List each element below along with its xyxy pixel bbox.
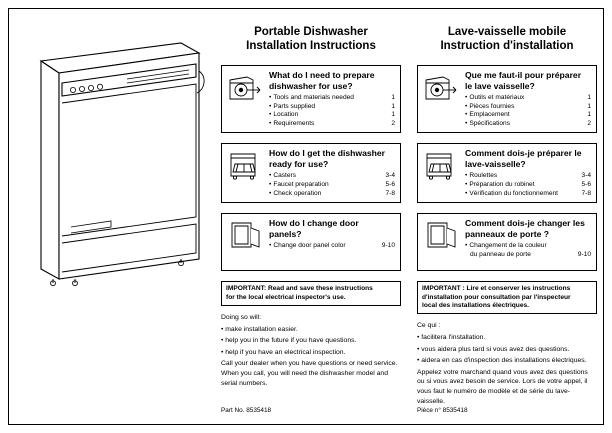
heading-line2: ready for use? [269,158,329,169]
french-body-text [417,321,597,406]
english-section-door-panels-list [269,242,395,251]
list-item: • Casters 3-4 [269,172,395,181]
body-closing: Call your dealer when you have questions or need service. When you call, you will need the dishwasher model and serial numbers. [221,360,398,387]
english-section-prepare [221,65,401,133]
heading-line2: dishwasher for use? [269,80,353,91]
french-section-ready [417,143,597,203]
important-line3: local des installations électriques. [422,301,530,309]
english-title-line2: Installation Instructions [246,40,376,52]
dishwasher-open-icon [423,150,459,180]
french-title-line1: Lave-vaisselle mobile [447,26,567,38]
french-part-number: Pièce n° 8535418 [417,407,468,414]
list-item: • Requirements 2 [269,120,395,129]
heading-line2: panneaux de porte ? [465,228,550,239]
english-section-prepare-list [269,94,395,128]
english-important-box [221,281,401,306]
english-section-door-panels [221,213,401,271]
english-body-text [221,313,401,388]
english-section-prepare-heading [269,70,395,91]
heading-line2: le lave vaisselle? [465,80,535,91]
list-item: du panneau de porte 9-10 [470,250,591,258]
body-closing: Appelez votre marchand quand vous avez des questions ou si vous avez besoin de service. Lors de votre appel, il vous faut le numéro de modèle et de série du lave-vaisselle. [417,368,588,405]
french-section-door-panels-list [465,242,591,259]
list-item: • Faucet preparation 5-6 [269,181,395,190]
list-item: • Location 1 [269,111,395,120]
body-bullet-2: • vous aidera plus tard si vous avez des questions. [417,345,570,353]
french-title-line2: Instruction d'installation [440,40,574,52]
heading-line2: lave-vaisselle? [465,158,526,169]
heading-line1: Que me faut-il pour préparer [465,70,582,80]
body-bullet-3: • aidera en cas d'inspection des installations électriques. [417,357,587,365]
list-item: • Emplacement 1 [465,111,591,120]
important-line1: IMPORTANT: Read and save these instructions [226,285,373,293]
english-section-ready [221,143,401,203]
list-item: • Vérification du fonctionnement 7-8 [465,190,591,199]
heading-line1: What do I need to prepare [269,70,375,80]
body-bullet-1: • make installation easier. [221,325,298,333]
english-section-ready-list [269,172,395,198]
door-panel-icon [227,220,263,250]
english-title-line1: Portable Dishwasher [254,26,368,38]
heading-line2: panels? [269,228,302,239]
body-bullet-1: • facilitera l'installation. [417,333,486,341]
english-part-number: Part No. 8535418 [221,407,272,414]
body-intro: Doing so will: [221,313,262,321]
heading-line1: Comment dois-je changer les [465,218,585,229]
english-section-door-panels-heading [269,218,395,239]
french-title [417,25,597,53]
heading-line1: Comment dois-je préparer le [465,148,582,159]
dishwasher-open-icon [227,150,263,180]
list-item: • Change door panel color 9-10 [269,242,395,251]
list-item: • Spécifications 2 [465,120,591,129]
french-section-ready-heading [465,148,591,169]
document-page [8,8,604,425]
list-item: • Roulettes 3-4 [465,172,591,181]
heading-line1: How do I change door [269,218,359,229]
list-item: • Pièces fournies 1 [465,103,591,112]
french-section-door-panels-heading [465,218,591,239]
french-important-box [417,281,597,314]
english-title [221,25,401,53]
body-bullet-3: • help if you have an electrical inspection. [221,348,346,356]
body-intro: Ce qui : [417,322,441,330]
french-section-prepare-list [465,94,591,128]
important-line1: IMPORTANT : Lire et conserver les instructions [422,285,571,293]
portable-dishwasher-illustration [31,31,206,286]
french-section-ready-list [465,172,591,198]
list-item: • Outils et matériaux 1 [465,94,591,103]
heading-line1: How do I get the dishwasher [269,148,386,159]
door-panel-icon [423,220,459,250]
french-section-prepare-heading [465,70,591,91]
english-column [221,25,401,394]
french-section-door-panels [417,213,597,271]
list-item: • Tools and materials needed 1 [269,94,395,103]
list-item: • Changement de la couleur [465,242,591,251]
list-item: • Préparation du robinet 5-6 [465,181,591,190]
dishwasher-tools-icon [227,72,263,102]
important-line2: for the local electrical inspector's use. [226,293,346,301]
list-item: • Parts supplied 1 [269,103,395,112]
important-line2: d'installation pour consultation par l'inspecteur [422,293,571,301]
english-section-ready-heading [269,148,395,169]
french-column [417,25,597,412]
list-item: • Check operation 7-8 [269,190,395,199]
french-section-prepare [417,65,597,133]
dishwasher-tools-icon [423,72,459,102]
body-bullet-2: • help you in the future if you have questions. [221,337,357,345]
